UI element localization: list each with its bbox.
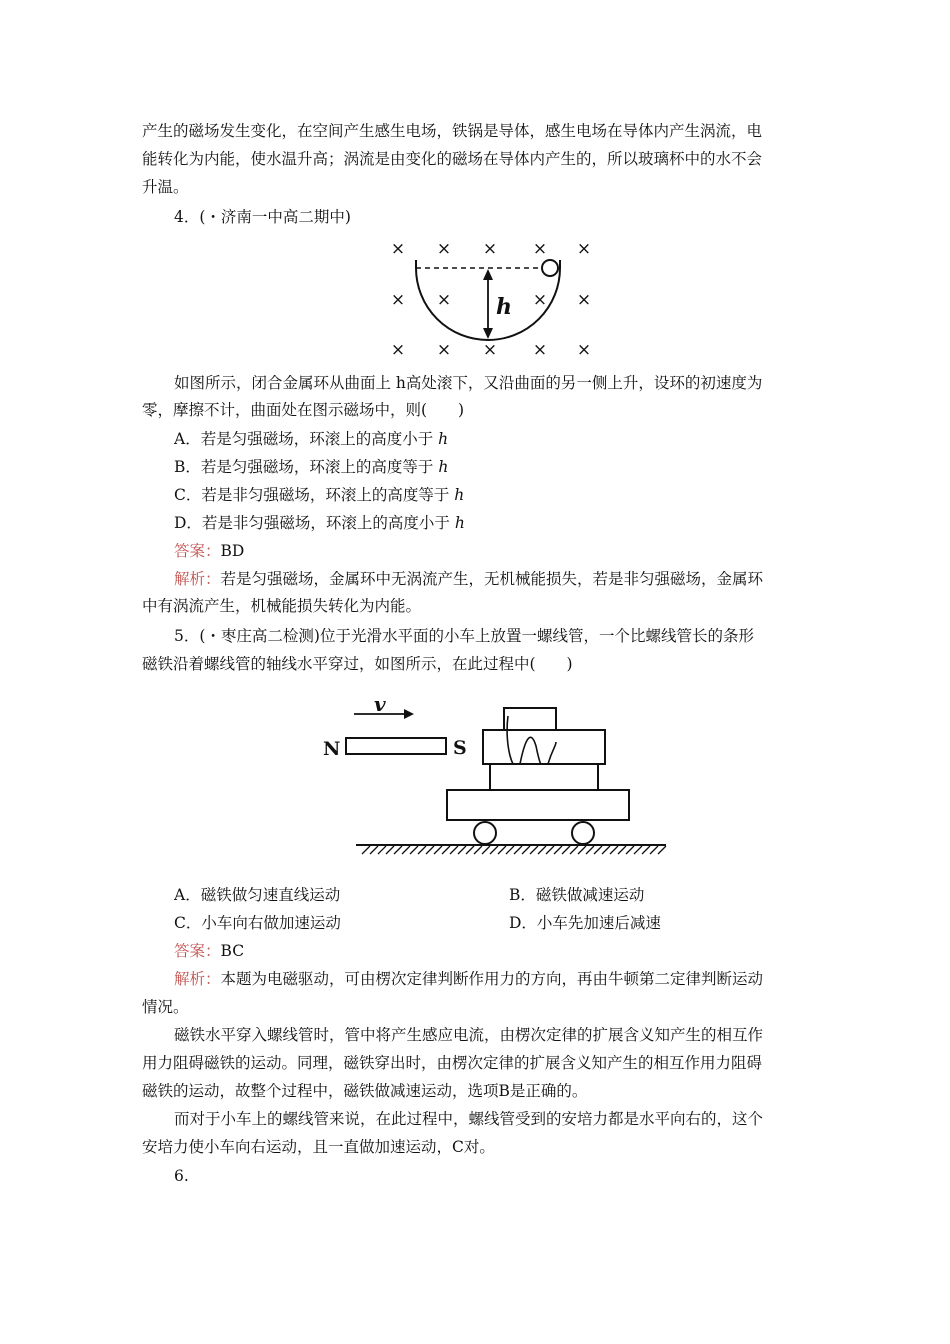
cross-mark: × — [576, 290, 592, 310]
q5-analysis-line-1: 解析：本题为电磁驱动，可由楞次定律判断作用力的方向，再由牛顿第二定律判断运动 — [174, 970, 764, 988]
q5-para3-line-2: 安培力使小车向右运动，且一直做加速运动，C对。 — [142, 1138, 495, 1156]
ground-hatching — [362, 846, 666, 854]
q4-option-a: A．若是匀强磁场，环滚上的高度小于 h — [174, 430, 449, 448]
solenoid-tube — [483, 730, 605, 764]
cross-mark: × — [532, 290, 548, 310]
analysis-label: 解析： — [174, 970, 221, 988]
q5-option-d: D．小车先加速后减速 — [509, 914, 661, 932]
q5-answer: 答案：BC — [174, 942, 245, 960]
cart-body — [447, 790, 629, 820]
q4-option-b: B．若是匀强磁场，环滚上的高度等于 h — [174, 458, 449, 476]
cross-mark: × — [482, 340, 498, 360]
arrow-head-up — [483, 269, 493, 280]
q4-answer: 答案：BD — [174, 542, 245, 560]
q5-option-a: A．磁铁做匀速直线运动 — [174, 886, 341, 904]
q4-figure — [380, 234, 610, 364]
magnetic-field-crosses — [391, 239, 591, 360]
q5-para2-line-1: 磁铁水平穿入螺线管时，管中将产生感应电流，由楞次定律的扩展含义知产生的相互作 — [174, 1026, 764, 1044]
q5-option-b: B．磁铁做减速运动 — [509, 886, 645, 904]
q5-para3-line-1: 而对于小车上的螺线管来说，在此过程中，螺线管受到的安培力都是水平向右的，这个 — [174, 1110, 764, 1128]
velocity-label: v — [374, 692, 386, 716]
q4-stem-line-2: 零，摩擦不计，曲面处在图示磁场中，则( ) — [142, 401, 465, 419]
cross-mark: × — [532, 340, 548, 360]
q4-stem-line-1: 如图所示，闭合金属环从曲面上 h高处滚下，又沿曲面的另一侧上升，设环的初速度为 — [174, 374, 763, 392]
answer-label: 答案： — [174, 542, 221, 560]
magnet-north-label: N — [323, 738, 341, 760]
solenoid-support — [490, 764, 598, 790]
q5-stem-line-2: 磁铁沿着螺线管的轴线水平穿过，如图所示，在此过程中( ) — [142, 655, 573, 673]
height-label: h — [496, 294, 512, 320]
cart-wheel-left — [474, 822, 496, 844]
q4-analysis-line-2: 中有涡流产生，机械能损失转化为内能。 — [142, 597, 422, 615]
q4-heading: 4．(・济南一中高二期中) — [174, 208, 351, 226]
cross-mark: × — [390, 239, 406, 259]
cross-mark: × — [390, 340, 406, 360]
intro-line-3: 升温。 — [142, 178, 189, 196]
q5-para2-line-3: 磁铁的运动，故整个过程中，磁铁做减速运动，选项B是正确的。 — [142, 1082, 588, 1100]
intro-line-2: 能转化为内能，使水温升高；涡流是由变化的磁场在导体内产生的，所以玻璃杯中的水不会 — [142, 150, 763, 168]
q4-analysis-line-1: 解析：若是匀强磁场，金属环中无涡流产生，无机械能损失，若是非匀强磁场，金属环 — [174, 570, 764, 588]
solenoid-top-block — [504, 708, 556, 730]
velocity-arrow-head — [404, 709, 414, 719]
arrow-head-down — [483, 328, 493, 339]
q4-option-c: C．若是非匀强磁场，环滚上的高度等于 h — [174, 486, 465, 504]
q5-analysis-line-2: 情况。 — [142, 998, 189, 1016]
cross-mark: × — [436, 239, 452, 259]
magnet-south-label: S — [453, 737, 467, 759]
q5-option-c: C．小车向右做加速运动 — [174, 914, 341, 932]
q5-figure — [318, 686, 678, 862]
bar-magnet — [346, 738, 446, 754]
q5-para2-line-2: 用力阻碍磁铁的运动。同理，磁铁穿出时，由楞次定律的扩展含义知产生的相互作用力阻碍 — [142, 1054, 763, 1072]
metal-ring — [542, 260, 558, 276]
cross-mark: × — [532, 239, 548, 259]
answer-label: 答案： — [174, 942, 221, 960]
cross-mark: × — [576, 340, 592, 360]
q5-stem-line-1: 5．(・枣庄高二检测)位于光滑水平面的小车上放置一螺线管，一个比螺线管长的条形 — [174, 627, 754, 645]
cross-mark: × — [482, 239, 498, 259]
analysis-label: 解析： — [174, 570, 221, 588]
q6-heading: 6. — [174, 1167, 189, 1185]
cross-mark: × — [576, 239, 592, 259]
cross-mark: × — [436, 340, 452, 360]
cart-wheel-right — [572, 822, 594, 844]
cross-mark: × — [390, 290, 406, 310]
q4-option-d: D．若是非匀强磁场，环滚上的高度小于 h — [174, 514, 465, 532]
intro-line-1: 产生的磁场发生变化，在空间产生感生电场，铁锅是导体，感生电场在导体内产生涡流，电 — [142, 122, 763, 140]
cross-mark: × — [436, 290, 452, 310]
